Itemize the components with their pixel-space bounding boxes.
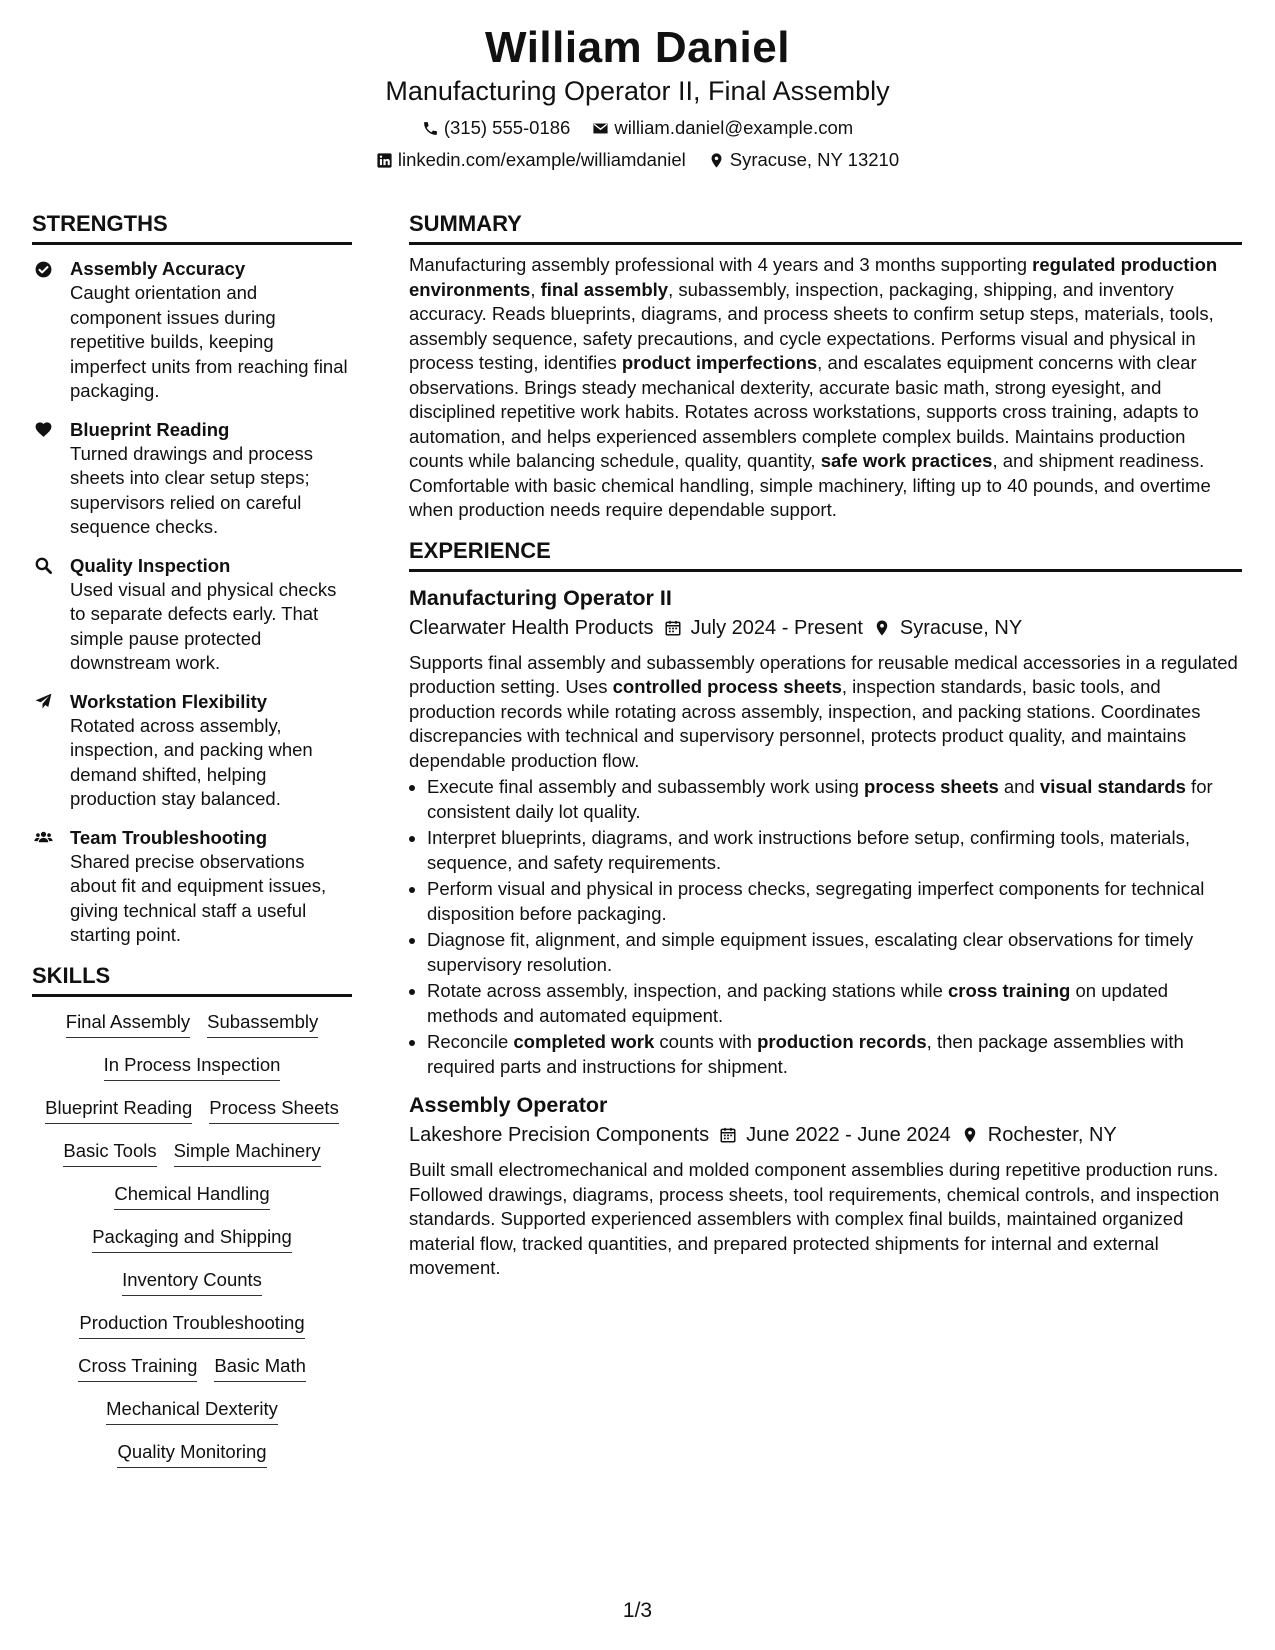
text-run: Supports final assembly and subassembly operations for reusable medical accessories in a regulated production setting. Uses [409, 651, 1238, 697]
linkedin-contact[interactable] [376, 148, 686, 172]
calendar-icon [719, 1126, 737, 1144]
page-indicator: 1/3 [622, 1599, 653, 1622]
strengths-heading: STRENGTHS [32, 210, 352, 245]
bold-phrase: product imperfections [621, 352, 818, 373]
skill-row [66, 1010, 318, 1038]
text-run: on updated methods and automated equipment. [427, 980, 1169, 1026]
heart-icon [32, 420, 54, 440]
strength-desc: Caught orientation and component issues during repetitive builds, keeping imperfect units from reaching final packaging. [70, 282, 348, 401]
strength-title: Workstation Flexibility [70, 690, 268, 712]
summary-text [409, 253, 1242, 523]
text-run: , subassembly, inspection, packaging, shipping, and inventory accuracy. Reads blueprints, diagrams, and process sheets to confirm setup steps, materials, tools, assembly sequence, safety precautions, and cycle expectations. Performs visual and physical in process testing, identifies [409, 278, 1214, 373]
calendar-icon [664, 619, 682, 637]
map-marker-icon [873, 619, 891, 637]
job-meta [409, 615, 1242, 641]
candidate-name: William Daniel [485, 23, 790, 72]
text-run: Diagnose fit, alignment, and simple equipment issues, escalating clear observations for timely supervisory resolution. [427, 929, 1194, 975]
email-contact[interactable] [592, 116, 853, 140]
contact-row-2 [0, 148, 1275, 172]
job-entry [409, 1091, 1242, 1281]
text-run: Perform visual and physical in process checks, segregating imperfect components for technical disposition before packaging. [427, 878, 1205, 924]
text-run: Rotate across assembly, inspection, and packing stations while [427, 980, 949, 1001]
text-run: for consistent daily lot quality. [427, 776, 1213, 822]
skill-tag: Process Sheets [209, 1096, 339, 1124]
skill-tag: Production Troubleshooting [79, 1311, 304, 1339]
strength-item [32, 554, 352, 676]
left-column [32, 210, 352, 1483]
email-text: william.daniel@example.com [614, 117, 854, 138]
strength-item [32, 418, 352, 540]
strength-desc: Rotated across assembly, inspection, and packing when demand shifted, helping production stay balanced. [70, 714, 313, 809]
text-run: , [530, 278, 541, 300]
bold-phrase: controlled process sheets [612, 676, 842, 697]
resume-header [0, 20, 1275, 172]
strength-item [32, 257, 352, 404]
location-contact [708, 148, 899, 172]
experience-heading: EXPERIENCE [409, 537, 1242, 572]
bold-phrase: process sheets [864, 776, 999, 797]
skill-tag: Packaging and Shipping [92, 1225, 292, 1253]
strength-desc: Shared precise observations about fit and equipment issues, giving technical staff a useful starting point. [70, 850, 327, 945]
bold-phrase: visual standards [1039, 776, 1186, 797]
phone-icon [422, 120, 439, 137]
bold-phrase: completed work [513, 1031, 655, 1052]
job-dates-text: June 2022 - June 2024 [746, 1124, 951, 1146]
text-run: Reconcile [427, 1031, 514, 1052]
skill-row [79, 1311, 304, 1339]
job-bullets [409, 775, 1242, 1079]
bold-phrase: safe work practices [820, 450, 993, 471]
text-run: Manufacturing assembly professional with 4 years and 3 months supporting [409, 254, 1033, 275]
envelope-icon [592, 120, 609, 137]
text-run: , and shipment readiness. Comfortable with basic chemical handling, simple machinery, lifting up to 40 pounds, and overtime when production needs require dependable support. [409, 450, 1211, 520]
text-run: , then package assemblies with required parts and instructions for shipment. [427, 1031, 1184, 1077]
users-icon [32, 828, 54, 848]
job-meta [409, 1122, 1242, 1148]
check-circle-icon [32, 259, 54, 279]
phone-text: (315) 555-0186 [443, 117, 571, 138]
skill-row [92, 1225, 292, 1253]
job-bullet [427, 1030, 1242, 1079]
strengths-list [32, 257, 352, 948]
skill-tag: Simple Machinery [174, 1139, 321, 1167]
linkedin-text: linkedin.com/example/williamdaniel [397, 149, 686, 170]
skill-tag: In Process Inspection [104, 1053, 281, 1081]
skill-row [45, 1096, 339, 1124]
job-bullet [427, 979, 1242, 1028]
skills-heading: SKILLS [32, 962, 352, 997]
job-dates [664, 615, 863, 641]
skill-row [63, 1139, 320, 1167]
contact-row-1 [0, 116, 1275, 140]
job-title: Assembly Operator [409, 1093, 608, 1117]
text-run: Built small electromechanical and molded component assemblies during repetitive production runs. Followed drawings, diagrams, process sheets, tool requirements, chemical controls, and inspection standards. Supported experienced assemblers with complex final builds, maintained organized material flow, tracked quantities, and prepared protected shipments for internal and external movement. [409, 1159, 1220, 1278]
job-dates [719, 1122, 951, 1148]
candidate-title: Manufacturing Operator II, Final Assembly [385, 76, 890, 106]
job-location-text: Rochester, NY [987, 1124, 1117, 1146]
right-column [409, 210, 1242, 1281]
bold-phrase: regulated production environments [409, 254, 1218, 300]
map-marker-icon [961, 1126, 979, 1144]
job-dates-text: July 2024 - Present [690, 616, 863, 639]
skill-tag: Basic Tools [63, 1139, 156, 1167]
linkedin-icon [376, 152, 393, 169]
job-bullet [427, 775, 1242, 824]
job-bullet [427, 877, 1242, 926]
strength-title: Assembly Accuracy [70, 258, 246, 279]
strength-item [32, 690, 352, 812]
skill-tag: Quality Monitoring [117, 1440, 266, 1468]
strength-title: Blueprint Reading [70, 418, 230, 440]
bold-phrase: final assembly [540, 278, 669, 300]
job-bullet [427, 826, 1242, 875]
summary-heading: SUMMARY [409, 210, 1242, 245]
text-run: counts with [654, 1031, 758, 1052]
bold-phrase: production records [757, 1031, 927, 1052]
text-run: , and escalates equipment concerns with clear observations. Brings steady mechanical dexterity, accurate basic math, strong eyesight, and disciplined repetitive work habits. Rotates across workstations, supports cross training, adapts to automation, and helps experienced assemblers complete complex builds. Maintains production counts while balancing schedule, quality, quantity, [409, 352, 1199, 471]
job-location [961, 1122, 1117, 1148]
skill-row [122, 1268, 262, 1296]
skill-row [117, 1440, 266, 1468]
company-name: Lakeshore Precision Components [409, 1124, 710, 1146]
skills-list [32, 1010, 352, 1483]
job-entry [409, 584, 1242, 1080]
strength-item [32, 826, 352, 948]
strength-desc: Used visual and physical checks to separate defects early. That simple pause protected downstream work. [70, 578, 337, 673]
strength-title: Team Troubleshooting [70, 826, 267, 848]
job-description [409, 1158, 1242, 1281]
job-title: Manufacturing Operator II [409, 585, 672, 610]
skill-tag: Subassembly [207, 1010, 318, 1038]
skill-tag: Basic Math [214, 1354, 306, 1382]
search-icon [32, 556, 54, 576]
phone-contact [422, 116, 571, 140]
skill-row [106, 1397, 278, 1425]
text-run: , inspection standards, basic tools, and production records while rotating across assembly, inspection, and packing stations. Coordinates discrepancies with technical and supervisory personnel, protects product quality, and maintains dependable production flow. [409, 676, 1201, 771]
skill-tag: Mechanical Dexterity [106, 1397, 278, 1425]
skill-row [104, 1053, 281, 1081]
strength-title: Quality Inspection [70, 554, 231, 576]
company-name: Clearwater Health Products [409, 616, 654, 639]
skill-tag: Final Assembly [66, 1010, 190, 1038]
skill-tag: Inventory Counts [122, 1268, 262, 1296]
text-run: Execute final assembly and subassembly work using [427, 776, 865, 797]
skill-row [78, 1354, 306, 1382]
job-location [873, 615, 1022, 641]
skill-row [114, 1182, 269, 1210]
job-description [409, 651, 1242, 774]
paper-plane-icon [32, 692, 54, 712]
text-run: Interpret blueprints, diagrams, and work instructions before setup, confirming tools, materials, sequence, and safety requirements. [427, 827, 1190, 873]
job-location-text: Syracuse, NY [899, 616, 1023, 639]
skill-tag: Cross Training [78, 1354, 197, 1382]
job-bullet [427, 928, 1242, 977]
map-marker-icon [708, 152, 725, 169]
skill-tag: Blueprint Reading [45, 1096, 192, 1124]
text-run: and [998, 776, 1040, 797]
strength-desc: Turned drawings and process sheets into clear setup steps; supervisors relied on careful sequence checks. [70, 442, 314, 537]
location-text: Syracuse, NY 13210 [729, 149, 900, 170]
bold-phrase: cross training [948, 980, 1071, 1001]
skill-tag: Chemical Handling [114, 1182, 269, 1210]
